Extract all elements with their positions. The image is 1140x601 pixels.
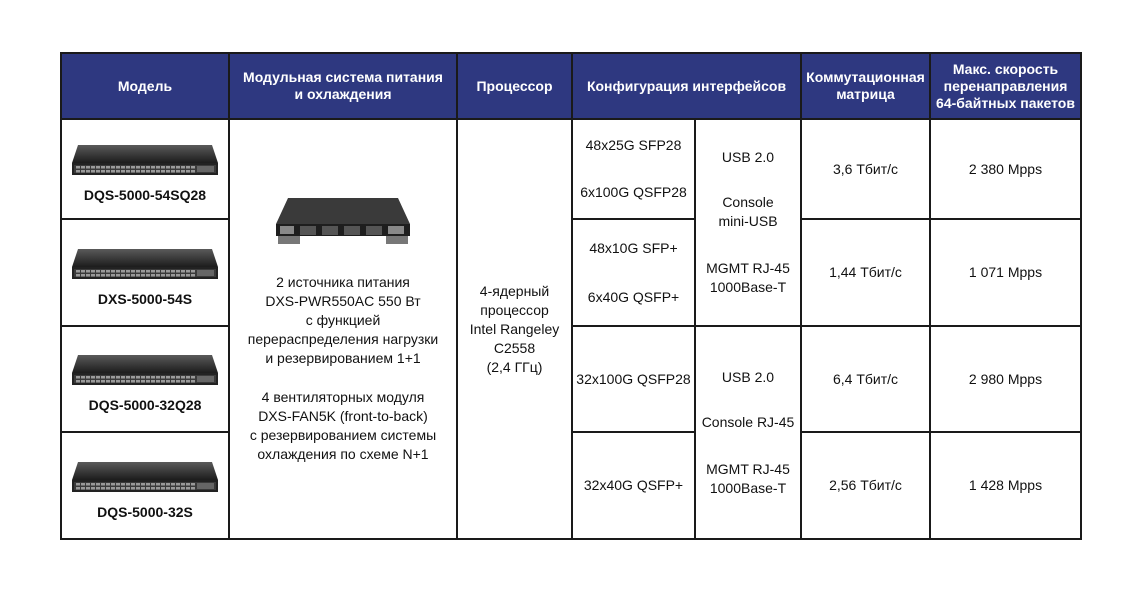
power-cooling-cell bbox=[229, 119, 457, 539]
mgmt-port: MGMT RJ-45 1000Base-T bbox=[706, 260, 790, 295]
model-cell bbox=[61, 432, 229, 539]
model-cell bbox=[61, 119, 229, 219]
model-name: DQS-5000-54SQ28 bbox=[83, 187, 207, 203]
switching-value: 3,6 Тбит/с bbox=[801, 119, 930, 219]
port-config-cell bbox=[572, 119, 695, 219]
port-config-1: 32x100G QSFP28 bbox=[576, 370, 691, 387]
port-config-1: 48x25G SFP28 bbox=[585, 137, 682, 153]
console-port: Console mini-USB bbox=[718, 194, 778, 229]
table-row bbox=[61, 119, 1081, 219]
port-config-1: 48x10G SFP+ bbox=[589, 239, 678, 256]
switching-value: 2,56 Тбит/с bbox=[801, 432, 930, 539]
console-port: Console RJ-45 bbox=[701, 413, 795, 430]
header-switching: Коммутационная матрица bbox=[801, 53, 930, 119]
switch-image bbox=[70, 143, 220, 177]
mgmt-cell-1 bbox=[695, 119, 801, 326]
switching-value: 1,44 Тбит/с bbox=[801, 219, 930, 326]
mgmt-port: MGMT RJ-45 1000Base-T bbox=[706, 460, 790, 496]
fan-text: 4 вентиляторных модуля DXS-FAN5K (front-to-back) с резервированием системы охлаждения по схеме N+1 bbox=[249, 389, 437, 462]
header-processor: Процессор bbox=[457, 53, 572, 119]
model-name: DXS-5000-54S bbox=[97, 290, 193, 307]
port-config-2: 6x40G QSFP+ bbox=[587, 288, 680, 305]
port-config-cell bbox=[572, 219, 695, 326]
switch-image bbox=[70, 247, 220, 281]
processor-cell: 4-ядерный процессор Intel Rangeley C2558 (2,4 ГГц) bbox=[457, 119, 572, 539]
mgmt-cell-2 bbox=[695, 326, 801, 539]
power-text: 2 источника питания DXS-PWR550AC 550 Вт с функцией перераспределения нагрузки и резервированием 1+1 bbox=[247, 274, 439, 366]
model-name: DQS-5000-32Q28 bbox=[88, 397, 202, 413]
model-cell bbox=[61, 326, 229, 432]
port-config-1: 32x40G QSFP+ bbox=[583, 477, 684, 493]
switch-image bbox=[70, 353, 220, 387]
forwarding-value: 1 071 Mpps bbox=[930, 219, 1081, 326]
switch-image bbox=[70, 460, 220, 494]
forwarding-value: 1 428 Mpps bbox=[930, 432, 1081, 539]
power-module-image bbox=[270, 194, 416, 250]
forwarding-value: 2 980 Mpps bbox=[930, 326, 1081, 432]
spec-table bbox=[60, 52, 1082, 540]
header-model: Модель bbox=[61, 53, 229, 119]
model-cell bbox=[61, 219, 229, 326]
usb-port: USB 2.0 bbox=[721, 149, 775, 165]
port-config-cell bbox=[572, 326, 695, 432]
header-power-cooling: Модульная система питания и охлаждения bbox=[229, 53, 457, 119]
header-interfaces: Конфигурация интерфейсов bbox=[572, 53, 801, 119]
forwarding-value: 2 380 Mpps bbox=[930, 119, 1081, 219]
switching-value: 6,4 Тбит/с bbox=[801, 326, 930, 432]
port-config-2: 6x100G QSFP28 bbox=[580, 184, 687, 200]
port-config-cell bbox=[572, 432, 695, 539]
header-row bbox=[61, 53, 1081, 119]
header-forwarding: Макс. скорость перенаправления 64-байтных пакетов bbox=[930, 53, 1081, 119]
model-name: DQS-5000-32S bbox=[97, 503, 193, 520]
usb-port: USB 2.0 bbox=[721, 368, 775, 385]
